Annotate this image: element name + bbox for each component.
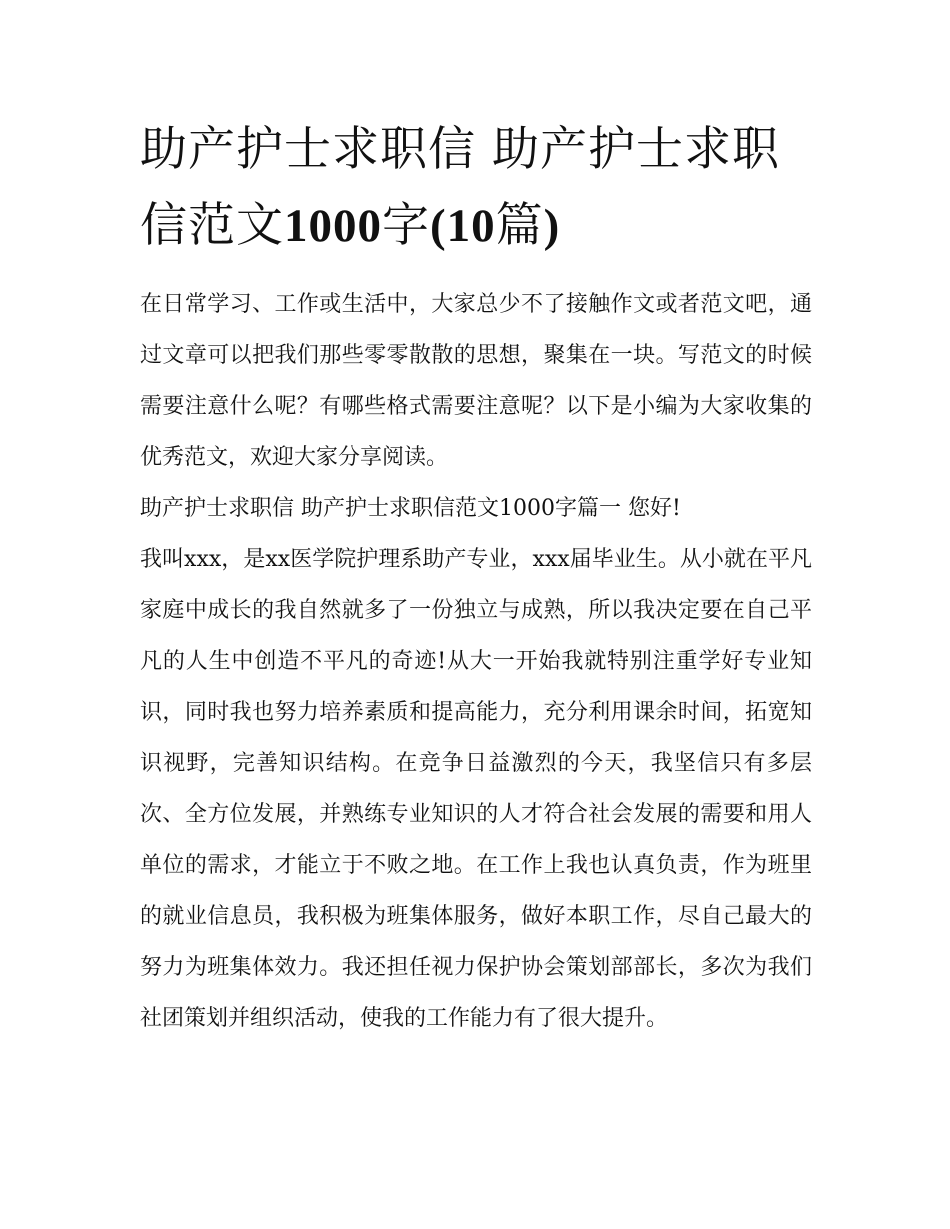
title-text-part2: 字 <box>382 198 430 253</box>
document-body <box>140 279 812 1044</box>
title-closing-paren: ) <box>543 200 561 252</box>
title-text-part3: 篇 <box>495 198 544 253</box>
letter-body-paragraph: 我叫xxx，是xx医学院护理系助产专业，xxx届毕业生。从小就在平凡家庭中成长的我自然就多了一份独立与成熟，所以我决定要在自己平凡的人生中创造不平凡的奇迹!从大一开始我就特别注重学好专业知识，同时我也努力培养素质和提高能力，充分利用课余时间，拓宽知识视野，完善知识结构。在竞争日益激烈的今天，我坚信只有多层次、全方位发展，并熟练专业知识的人才符合社会发展的需要和用人单位的需求，才能立于不败之地。在工作上我也认真负责，作为班里的就业信息员，我积极为班集体服务，做好本职工作，尽自己最大的努力为班集体效力。我还担任视力保护协会策划部部长，多次为我们社团策划并组织活动，使我的工作能力有了很大提升。 <box>140 547 812 1031</box>
intro-paragraph: 在日常学习、工作或生活中，大家总少不了接触作文或者范文吧，通过文章可以把我们那些零零散散的思想，聚集在一块。写范文的时候需要注意什么呢？有哪些格式需要注意呢？以下是小编为大家收集的优秀范文，欢迎大家分享阅读。 <box>140 292 812 470</box>
title-number-count: (10 <box>430 200 496 252</box>
document-page <box>140 112 812 1044</box>
document-title <box>140 112 812 264</box>
title-text-part1: 助产护士求职信 助产护士求职信范文 <box>140 122 780 253</box>
section-heading: 助产护士求职信 助产护士求职信范文1000字篇一 您好! <box>140 496 681 521</box>
title-number: 1000 <box>284 200 382 252</box>
